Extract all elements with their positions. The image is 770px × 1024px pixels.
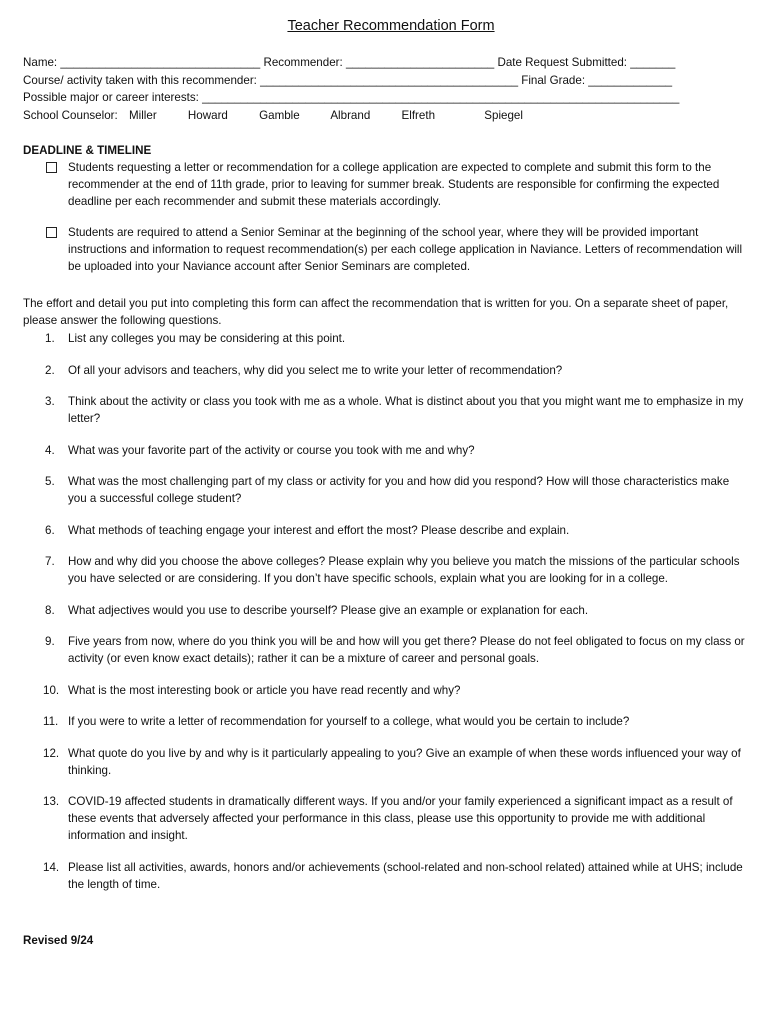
question-item — [45, 393, 745, 427]
question-item — [45, 522, 745, 539]
form-title-text: Teacher Recommendation Form — [287, 18, 495, 34]
deadline-heading: DEADLINE & TIMELINE — [23, 144, 152, 157]
question-number: 11. — [43, 715, 59, 728]
counselor-line — [23, 107, 743, 125]
question-item — [45, 793, 745, 844]
question-text: COVID-19 affected students in dramatically different ways. If you and/or your family experienced a significant impact as a result of these events that adversely affected your performance in this class, please use this opportunity to provide me with additional information and insight. — [68, 795, 733, 842]
counselor-option: Spiegel — [484, 108, 523, 122]
bullet-item — [44, 159, 748, 210]
counselor-option: Albrand — [330, 108, 371, 122]
question-text: How and why did you choose the above colleges? Please explain why you believe you match the missions of the particular schools you have selected or are considering. If you don’t have specific schools, explain what you are looking for in a college. — [68, 555, 740, 585]
question-text: What methods of teaching engage your interest and effort the most? Please describe and explain. — [68, 523, 570, 537]
deadline-bullets — [44, 159, 748, 289]
counselor-option: Gamble — [259, 108, 300, 122]
question-number: 5. — [45, 475, 55, 488]
bullet-text: Students requesting a letter or recommendation for a college application are expected to complete and submit this form to the recommender at the end of 11th grade, prior to leaving for summer break. Students are responsible for confirming the expected deadline per each recommender and submit these materials accordingly. — [68, 161, 720, 208]
question-number: 1. — [45, 332, 55, 345]
question-item — [45, 473, 745, 507]
checkbox-icon — [46, 162, 57, 173]
question-text: What quote do you live by and why is it particularly appealing to you? Give an example of when these words influenced your way of thinking. — [68, 746, 741, 777]
question-item — [45, 553, 745, 587]
checkbox-icon — [46, 227, 57, 238]
question-number: 2. — [45, 363, 55, 377]
question-number: 13. — [43, 795, 60, 808]
question-item — [45, 633, 745, 667]
question-text: If you were to write a letter of recommendation for yourself to a college, what would you be certain to include? — [68, 715, 630, 728]
counselor-option: Howard — [187, 108, 228, 122]
bullet-text: Students are required to attend a Senior Seminar at the beginning of the school year, where they will be provided important instructions and information to request recommendation(s) per each college application in Naviance. Letters of recommendation will be uploaded into your Naviance account after Senior Seminars are completed. — [68, 226, 743, 273]
question-number: 12. — [43, 746, 60, 760]
question-text: Think about the activity or class you took with me as a whole. What is distinct about you that you might want me to emphasize in my letter? — [68, 395, 744, 425]
question-text: Please list all activities, awards, honors and/or achievements (school-related and non-school related) attained while at UHS; include the length of time. — [68, 860, 743, 891]
course-line: Course/ activity taken with this recommender: ________________________________________ Final Grade: _____________ — [23, 73, 673, 87]
question-number: 14. — [43, 860, 60, 874]
student-info-fields — [23, 54, 743, 124]
question-text: List any colleges you may be considering at this point. — [68, 332, 346, 345]
question-item — [45, 682, 745, 699]
counselor-label: School Counselor: — [23, 108, 118, 122]
question-number: 3. — [45, 395, 55, 408]
question-text: What was your favorite part of the activity or course you took with me and why? — [68, 443, 475, 457]
revision-note: Revised 9/24 — [23, 934, 94, 947]
question-item — [45, 859, 745, 893]
question-item — [45, 713, 745, 730]
question-item — [45, 745, 745, 779]
question-text: Five years from now, where do you think you will be and how will you get there? Please do not feel obligated to focus on my class or activity (or even know exact details); rather it can be a mixture of career and personal goals. — [68, 635, 745, 665]
question-number: 7. — [45, 555, 55, 568]
question-number: 8. — [45, 603, 55, 617]
counselor-option: Elfreth — [401, 108, 436, 122]
counselor-option: Miller — [128, 108, 157, 122]
question-item — [45, 442, 745, 459]
question-text: What is the most interesting book or article you have read recently and why? — [68, 683, 461, 697]
question-number: 9. — [45, 635, 55, 648]
name-line: Name: _______________________________ Recommender: _______________________ Date Request Submitted: _______ — [23, 56, 676, 69]
bullet-item — [44, 224, 748, 275]
question-text: What adjectives would you use to describe yourself? Please give an example or explanation for each. — [68, 603, 589, 617]
question-item — [45, 602, 745, 619]
form-title — [0, 16, 770, 36]
intro-paragraph: The effort and detail you put into completing this form can affect the recommendation that is written for you. On a separate sheet of paper, please answer the following questions. — [23, 297, 729, 327]
question-text: What was the most challenging part of my class or activity for you and how did you respond? How will those characteristics make you a successful college student? — [68, 475, 730, 505]
question-list — [45, 330, 745, 907]
question-number: 4. — [45, 443, 55, 457]
question-number: 6. — [45, 523, 55, 537]
question-item — [45, 362, 745, 379]
question-number: 10. — [43, 683, 60, 697]
question-item — [45, 330, 745, 347]
question-text: Of all your advisors and teachers, why did you select me to write your letter of recommendation? — [68, 363, 563, 377]
major-line: Possible major or career interests: __________________________________________________________________________ — [23, 91, 680, 104]
